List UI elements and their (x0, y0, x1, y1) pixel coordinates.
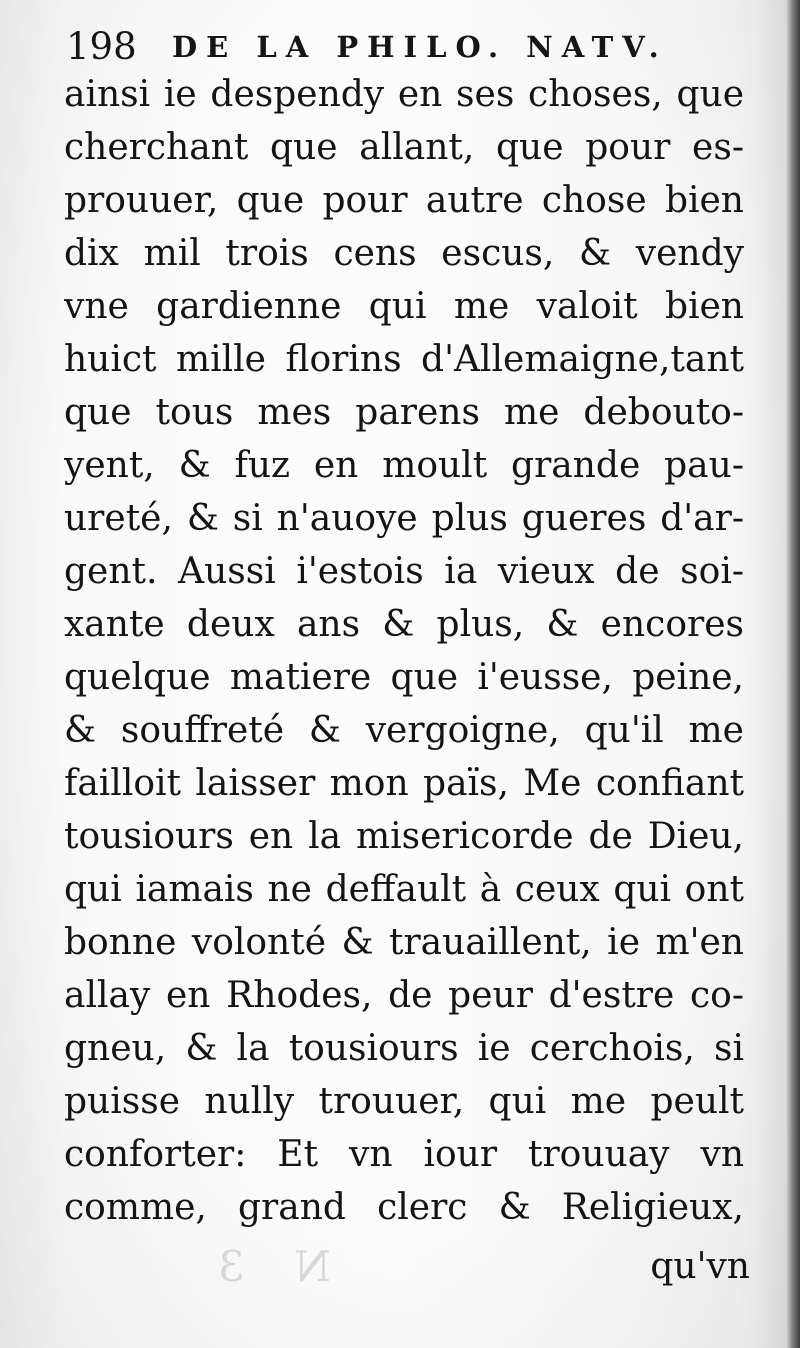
text-line: gneu, & la tousiours ie cerchois, si (64, 1028, 744, 1069)
running-head (66, 22, 736, 72)
text-line: ureté, & si n'auoye plus gueres d'ar- (64, 498, 744, 539)
text-line: gent. Aussi i'estois ia vieux de soi- (64, 551, 744, 592)
page-number: 198 (66, 25, 137, 68)
catchword: qu'vn (650, 1246, 750, 1287)
page-binding-edge (786, 0, 800, 1348)
text-line: bonne volonté & trauaillent, ie m'en (64, 922, 744, 963)
text-line: qui iamais ne deffault à ceux qui ont (64, 869, 744, 910)
text-line: vne gardienne qui me valoit bien (64, 286, 744, 327)
text-line: quelque matiere que i'eusse, peine, (64, 657, 744, 698)
text-line: & souffreté & vergoigne, qu'il me (64, 710, 744, 751)
binding-shadow (756, 0, 786, 1348)
body-text (64, 68, 744, 1228)
text-line: tousiours en la misericorde de Dieu, (64, 816, 744, 857)
text-line: dix mil trois cens escus, & vendy (64, 233, 744, 274)
text-line: allay en Rhodes, de peur d'estre co- (64, 975, 744, 1016)
text-line: prouuer, que pour autre chose bien (64, 180, 744, 221)
text-line: conforter: Et vn iour trouuay vn (64, 1134, 744, 1175)
text-line: que tous mes parens me debouto- (64, 392, 744, 433)
text-line: xante deux ans & plus, & encores (64, 604, 744, 645)
text-line: failloit laisser mon païs, Me confiant (64, 763, 744, 804)
text-line: comme, grand clerc & Religieux, (64, 1187, 744, 1228)
text-line: yent, & fuz en moult grande pau- (64, 445, 744, 486)
show-through-signature-mark: N 3 (200, 1242, 331, 1291)
text-line: puisse nully trouuer, qui me peult (64, 1081, 744, 1122)
running-title: DE LA PHILO. NATV. (172, 30, 668, 64)
text-line: cherchant que allant, que pour es- (64, 127, 744, 168)
text-line: huict mille florins d'Allemaigne,tant (64, 339, 744, 380)
text-line: ainsi ie despendy en ses choses, que (64, 74, 744, 115)
